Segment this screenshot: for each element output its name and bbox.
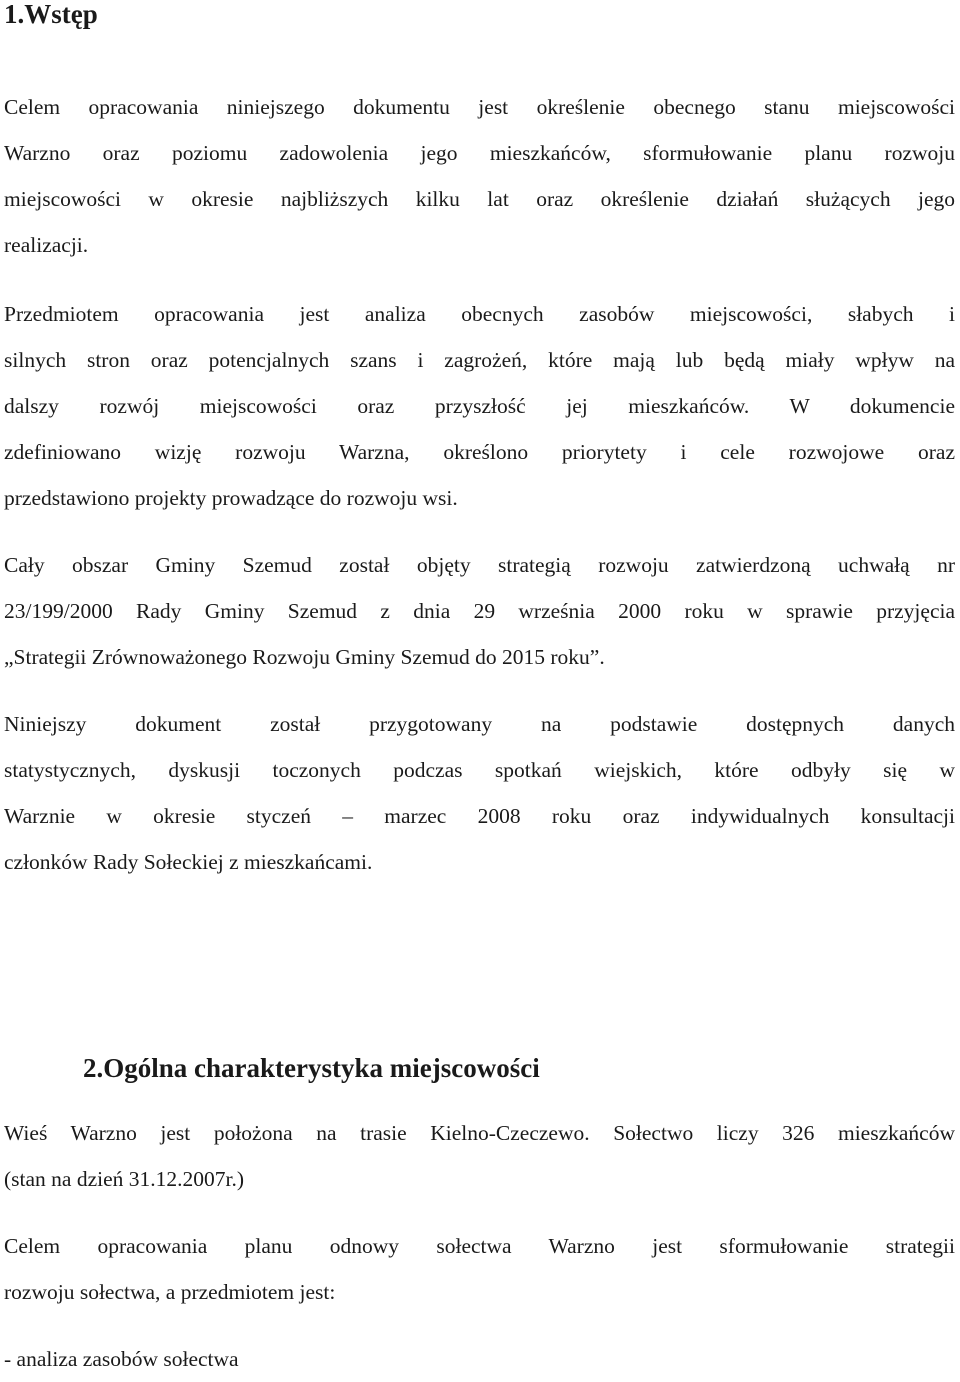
text-line: przedstawiono projekty prowadzące do rozwoju wsi. [4, 486, 458, 510]
text-line: statystycznych, dyskusji toczonych podczas spotkań wiejskich, które odbyły się w [4, 758, 955, 782]
text-line: miejscowości w okresie najbliższych kilku lat oraz określenie działań służących jego [4, 187, 955, 211]
text-line: Warzno oraz poziomu zadowolenia jego mieszkańców, sformułowanie planu rozwoju [4, 141, 955, 165]
text-line: - analiza zasobów sołectwa [4, 1347, 239, 1371]
text-line: Cały obszar Gminy Szemud został objęty strategią rozwoju zatwierdzoną uchwałą nr [4, 553, 955, 577]
intro-paragraph [4, 84, 955, 268]
section-1-heading: 1.Wstęp [4, 0, 98, 29]
preparation-paragraph [4, 701, 955, 885]
text-line: Przedmiotem opracowania jest analiza obecnych zasobów miejscowości, słabych i [4, 302, 955, 326]
text-line: realizacji. [4, 233, 89, 257]
text-line: Warznie w okresie styczeń – marzec 2008 roku oraz indywidualnych konsultacji [4, 804, 955, 828]
text-line: Celem opracowania niniejszego dokumentu jest określenie obecnego stanu miejscowości [4, 95, 955, 119]
text-line: dalszy rozwój miejscowości oraz przyszłość jej mieszkańców. W dokumencie [4, 394, 955, 418]
text-line: (stan na dzień 31.12.2007r.) [4, 1167, 245, 1191]
text-line: Niniejszy dokument został przygotowany na podstawie dostępnych danych [4, 712, 955, 736]
section-2-heading: 2.Ogólna charakterystyka miejscowości [83, 1053, 540, 1083]
text-line: silnych stron oraz potencjalnych szans i zagrożeń, które mają lub będą miały wpływ na [4, 348, 955, 372]
location-paragraph [4, 1110, 955, 1202]
text-line: zdefiniowano wizję rozwoju Warzna, określono priorytety i cele rozwojowe oraz [4, 440, 955, 464]
subject-paragraph [4, 291, 955, 521]
text-line: Wieś Warzno jest położona na trasie Kielno-Czeczewo. Sołectwo liczy 326 mieszkańców [4, 1121, 955, 1145]
text-line: „Strategii Zrównoważonego Rozwoju Gminy Szemud do 2015 roku”. [4, 645, 605, 669]
plan-goal-paragraph [4, 1223, 955, 1315]
text-line: członków Rady Sołeckiej z mieszkańcami. [4, 850, 373, 874]
text-line: 23/199/2000 Rady Gminy Szemud z dnia 29 września 2000 roku w sprawie przyjęcia [4, 599, 955, 623]
list-item [4, 1336, 955, 1382]
text-line: rozwoju sołectwa, a przedmiotem jest: [4, 1280, 336, 1304]
text-line: Celem opracowania planu odnowy sołectwa Warzno jest sformułowanie strategii [4, 1234, 955, 1258]
strategy-paragraph [4, 542, 955, 680]
